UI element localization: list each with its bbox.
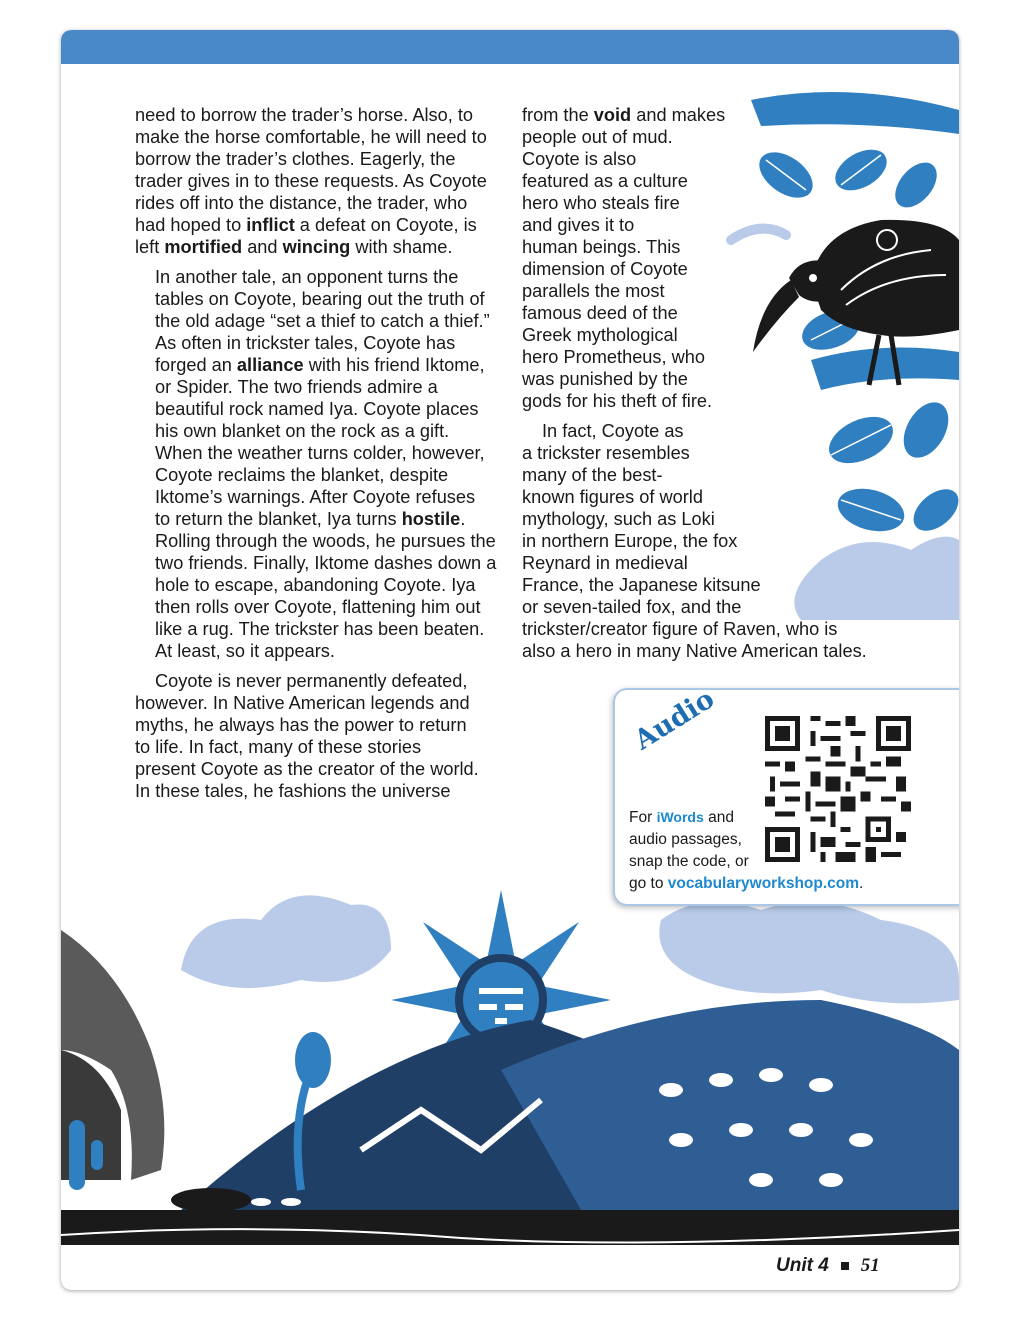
- text-line: had hoped to inflict a defeat on Coyote, is: [135, 215, 477, 235]
- text-line: Iktome’s warnings. After Coyote refuses: [155, 487, 476, 507]
- text-line: famous deed of the: [522, 303, 678, 323]
- text-line: however. In Native American legends and: [135, 693, 470, 713]
- text-line: a trickster resembles: [522, 443, 690, 463]
- text-line: trader gives in to these requests. As Coyote: [135, 171, 487, 191]
- separator-square-icon: [841, 1262, 849, 1270]
- unit-label: Unit 4: [776, 1255, 829, 1276]
- text-line: Coyote reclaims the blanket, despite: [155, 465, 449, 485]
- text-line: to life. In fact, many of these stories: [135, 737, 422, 757]
- textbook-page: [61, 30, 959, 1290]
- text-line: trickster/creator figure of Raven, who is: [522, 619, 838, 639]
- text-line: In fact, Coyote as: [542, 421, 684, 441]
- text-line: forged an alliance with his friend Iktome,: [155, 355, 485, 375]
- text-line: myths, he always has the power to return: [135, 715, 467, 735]
- text-line: At least, so it appears.: [155, 641, 335, 661]
- text-line: Coyote is never permanently defeated,: [155, 671, 468, 691]
- text-line: hole to escape, abandoning Coyote. Iya: [155, 575, 476, 595]
- text-line: was punished by the: [522, 369, 688, 389]
- text-line: dimension of Coyote: [522, 259, 688, 279]
- text-line: and gives it to: [522, 215, 635, 235]
- landscape-illustration: [61, 850, 959, 1290]
- text-line: France, the Japanese kitsune: [522, 575, 761, 595]
- text-line: his own blanket on the rock as a gift.: [155, 421, 450, 441]
- text-column-right: [522, 104, 882, 670]
- text-line: the old adage “set a thief to catch a thief.”: [155, 311, 490, 331]
- text-line: two friends. Finally, Iktome dashes down a: [155, 553, 497, 573]
- text-line: mythology, such as Loki: [522, 509, 715, 529]
- text-line: Greek mythological: [522, 325, 678, 345]
- text-line: present Coyote as the creator of the world.: [135, 759, 479, 779]
- text-line: from the void and makes: [522, 105, 726, 125]
- iwords-logo: iWords: [656, 809, 704, 825]
- page-footer: [776, 1255, 880, 1277]
- text-line: Coyote is also: [522, 149, 637, 169]
- text-line: or Spider. The two friends admire a: [155, 377, 438, 397]
- audio-title: Audio: [629, 683, 720, 757]
- vocab-word: wincing: [282, 237, 351, 257]
- paragraph-1: [135, 104, 505, 258]
- text-line: featured as a culture: [522, 171, 688, 191]
- audio-instructions: For iWords and audio passages, snap the code, or go to vocabularyworkshop.com.: [629, 809, 864, 892]
- text-line: Reynard in medieval: [522, 553, 688, 573]
- text-line: In another tale, an opponent turns the: [155, 267, 459, 287]
- text-line: then rolls over Coyote, flattening him out: [155, 597, 481, 617]
- text-line: rides off into the distance, the trader, who: [135, 193, 468, 213]
- paragraph-3: [135, 670, 505, 802]
- text-line: hero Prometheus, who: [522, 347, 705, 367]
- text-column-left: [135, 104, 505, 810]
- text-line: beautiful rock named Iya. Coyote places: [155, 399, 479, 419]
- text-line: or seven-tailed fox, and the: [522, 597, 742, 617]
- text-line: make the horse comfortable, he will need to: [135, 127, 487, 147]
- text-line: also a hero in many Native American tales.: [522, 641, 867, 661]
- vocab-word: inflict: [246, 215, 295, 235]
- text-line: hero who steals fire: [522, 193, 680, 213]
- text-line: people out of mud.: [522, 127, 673, 147]
- vocab-word: alliance: [236, 355, 304, 375]
- paragraph-4: [522, 104, 882, 412]
- text-line: Rolling through the woods, he pursues the: [155, 531, 496, 551]
- text-line: to return the blanket, Iya turns hostile.: [155, 509, 466, 529]
- text-line: parallels the most: [522, 281, 665, 301]
- text-line: When the weather turns colder, however,: [155, 443, 485, 463]
- text-line: like a rug. The trickster has been beaten.: [155, 619, 485, 639]
- qr-code[interactable]: [765, 716, 911, 862]
- paragraph-5: [522, 420, 882, 662]
- vocab-word: void: [593, 105, 632, 125]
- text-line: gods for his theft of fire.: [522, 391, 713, 411]
- text-line: In these tales, he fashions the universe: [135, 781, 451, 801]
- text-line: left mortified and wincing with shame.: [135, 237, 453, 257]
- header-bar: [61, 30, 959, 64]
- text-line: As often in trickster tales, Coyote has: [155, 333, 456, 353]
- text-line: known figures of world: [522, 487, 703, 507]
- text-line: borrow the trader’s clothes. Eagerly, the: [135, 149, 456, 169]
- audio-callout: [613, 683, 959, 906]
- vocab-word: hostile: [401, 509, 461, 529]
- page-number: 51: [860, 1255, 880, 1276]
- vocab-word: mortified: [164, 237, 243, 257]
- paragraph-2: [135, 266, 505, 662]
- text-line: need to borrow the trader’s horse. Also, to: [135, 105, 474, 125]
- text-line: in northern Europe, the fox: [522, 531, 738, 551]
- text-line: tables on Coyote, bearing out the truth of: [155, 289, 485, 309]
- text-line: many of the best-: [522, 465, 663, 485]
- website-link[interactable]: vocabularyworkshop.com: [667, 875, 860, 892]
- text-line: human beings. This: [522, 237, 681, 257]
